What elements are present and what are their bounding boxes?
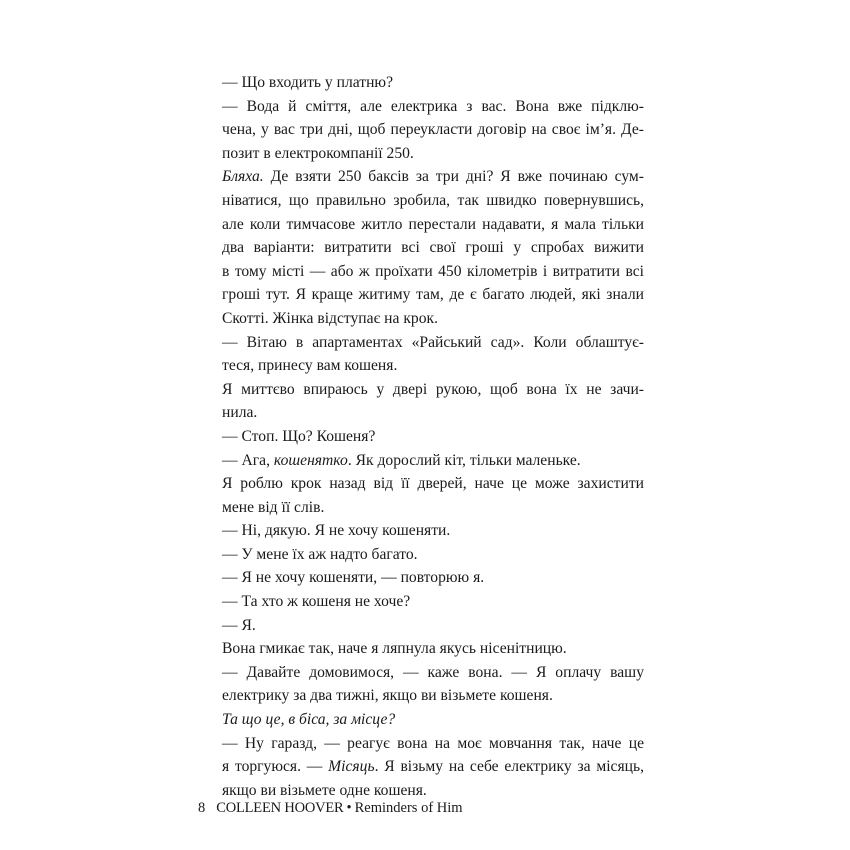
text-line (204, 684, 644, 708)
paragraph (204, 165, 644, 330)
text-line (204, 283, 644, 307)
text-segment: в тому місті — або ж проїхати 450 кілометрів і витратити всі (222, 262, 644, 280)
text-segment: позит в електрокомпанії 250. (222, 144, 414, 162)
text-line (204, 189, 644, 213)
paragraph (204, 331, 644, 378)
paragraph (204, 378, 644, 425)
text-segment: чена, у вас три дні, щоб переукласти договір на своє ім’я. Де- (222, 121, 644, 139)
text-line (204, 331, 644, 355)
text-segment: — Вода й сміття, але електрика з вас. Вона вже підклю- (222, 97, 644, 115)
text-segment: я торгуюся. — (222, 758, 329, 776)
text-segment: — Що входить у платню? (222, 74, 394, 91)
text-segment: — Та хто ж кошеня не хоче? (222, 593, 411, 611)
text-segment: — Я не хочу кошеняти, — повторюю я. (222, 569, 485, 587)
text-line (204, 472, 644, 496)
paragraph (204, 95, 644, 166)
page-footer (198, 800, 463, 817)
text-segment: — Ага, (222, 451, 274, 469)
text-line (204, 354, 644, 378)
italic-text: Місяць (328, 758, 375, 776)
text-segment: — Давайте домовимося, — каже вона. — Я оплачу вашу (222, 663, 644, 681)
text-line (204, 732, 644, 756)
paragraph (204, 425, 644, 449)
text-line (204, 708, 644, 732)
text-segment: Вона гмикає так, наче я ляпнула якусь нісенітницю. (222, 640, 567, 658)
text-segment: Скотті. Жінка відступає на крок. (222, 309, 438, 327)
text-segment: — Ну гаразд, — реагує вона на моє мовчання так, наче це (222, 734, 644, 752)
paragraph (204, 661, 644, 708)
text-segment: Я миттєво впираюсь у двері рукою, щоб вона їх не зачи- (222, 380, 644, 398)
text-line (204, 496, 644, 520)
paragraph (204, 472, 644, 519)
text-line (204, 165, 644, 189)
text-line (204, 213, 644, 237)
text-segment: два варіанти: витратити всі свої гроші у спробах вижити (222, 239, 644, 257)
text-segment: гроші тут. Я краще житиму там, де є багато людей, які знали (222, 286, 644, 304)
paragraph (204, 637, 644, 661)
paragraph (204, 590, 644, 614)
text-segment: але коли тимчасове житло перестали надавати, я мала тільки (222, 215, 644, 233)
text-line (204, 590, 644, 614)
paragraph (204, 519, 644, 543)
italic-text: кошенятко (273, 451, 348, 469)
text-segment: . Я візьму на себе електрику за місяць, (374, 758, 644, 776)
paragraph (204, 449, 644, 473)
text-line (204, 95, 644, 119)
text-segment: електрику за два тижні, якщо ви візьмете кошеня. (222, 687, 553, 705)
text-segment: ніватися, що правильно зробила, так швидко повернувшись, (222, 191, 644, 209)
text-line (204, 378, 644, 402)
text-line (204, 401, 644, 425)
book-title: Reminders of Him (354, 800, 463, 816)
bullet-separator: • (346, 800, 352, 816)
text-segment: мене від її слів. (222, 498, 325, 516)
text-segment: якщо ви візьмете одне кошеня. (222, 781, 427, 799)
text-segment: . Як дорослий кіт, тільки маленьке. (347, 451, 581, 469)
text-segment: нила. (222, 404, 258, 422)
text-line (204, 260, 644, 284)
page-number: 8 (198, 800, 206, 816)
text-line (204, 779, 644, 803)
text-segment: Де взяти 250 баксів за три дні? Я вже починаю сум- (263, 168, 644, 186)
paragraph (204, 732, 644, 803)
text-segment: — Стоп. Що? Кошеня? (222, 427, 376, 445)
text-line (204, 425, 644, 449)
body-text (204, 71, 644, 802)
text-segment: Я роблю крок назад від її дверей, наче це може захистити (222, 475, 644, 493)
italic-text: Бляха. (222, 168, 264, 186)
paragraph (204, 708, 644, 732)
paragraph (204, 614, 644, 638)
paragraph (204, 566, 644, 590)
text-line (204, 142, 644, 166)
text-line (204, 236, 644, 260)
author-name: COLLEEN HOOVER (216, 800, 344, 816)
italic-text: Та що це, в біса, за місце? (222, 711, 396, 729)
paragraph (204, 71, 644, 95)
paragraph (204, 543, 644, 567)
text-line (204, 71, 644, 95)
text-segment: — Вітаю в апартаментах «Райський сад». Коли облаштує- (222, 333, 644, 351)
text-line (204, 543, 644, 567)
text-line (204, 755, 644, 779)
text-line (204, 614, 644, 638)
text-line (204, 519, 644, 543)
text-line (204, 566, 644, 590)
text-line (204, 449, 644, 473)
text-line (204, 118, 644, 142)
text-segment: — Ні, дякую. Я не хочу кошеняти. (222, 522, 451, 540)
text-segment: — Я. (222, 616, 256, 634)
text-segment: — У мене їх аж надто багато. (222, 545, 418, 563)
text-line (204, 661, 644, 685)
text-line (204, 307, 644, 331)
text-line (204, 637, 644, 661)
text-segment: теся, принесу вам кошеня. (222, 357, 398, 375)
